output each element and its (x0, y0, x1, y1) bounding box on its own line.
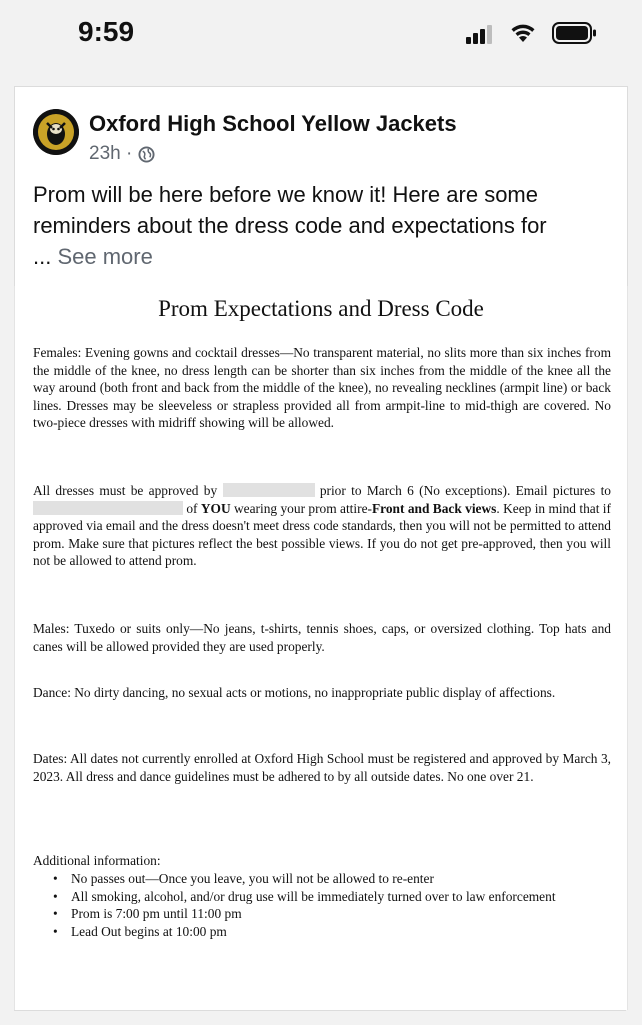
approval-text-7: . Keep in mind that if approved via email and the dress doesn't meet dress code standards, then you will not be permitted to attend prom. Make sure that pictures reflect the best possible views. If you do not get pre-approved, then you will not be allowed to attend prom. (33, 500, 611, 569)
dance-paragraph: Dance: No dirty dancing, no sexual acts or motions, no inappropriate public display of affections. (33, 685, 556, 700)
divider (14, 1010, 626, 1025)
approval-text-4: YOU (200, 500, 231, 516)
list-item: • All smoking, alcohol, and/or drug use will be immediately turned over to law enforcement (71, 888, 611, 906)
post-timestamp[interactable]: 23h · (89, 143, 133, 164)
approval-text-5: wearing your prom attire- (234, 500, 372, 516)
document-title: Prom Expectations and Dress Code (158, 296, 484, 321)
avatar[interactable] (33, 109, 79, 155)
post-meta (89, 143, 155, 165)
battery-icon (552, 22, 598, 44)
post-card (14, 86, 628, 287)
post-body: Prom will be here before we know it! Here are some reminders about the dress code and expectations for (33, 182, 547, 238)
post-text (33, 179, 613, 272)
signal-icon (466, 24, 494, 44)
yellow-jacket-logo-icon (33, 109, 79, 155)
status-bar (0, 0, 642, 70)
list-item: • Prom is 7:00 pm until 11:00 pm (71, 905, 611, 923)
redacted-block (33, 501, 183, 515)
list-item: • No passes out—Once you leave, you will not be allowed to re-enter (71, 870, 611, 888)
approval-text-6: Front and Back views (371, 500, 497, 516)
females-paragraph: Females: Evening gowns and cocktail dresses—No transparent material, no slits more than six inches from the middle of the knee, no dress length can be shorter than six inches from the middle of the knee all the way around (both front and back from the middle of the knee), no revealing necklines (armpit line) or back lines. Dresses may be sleeveless or strapless provided all from armpit-line to mid-thigh are covered. No two-piece dresses with midriff showing will be allowed. (33, 345, 611, 431)
see-more-link[interactable]: See more (57, 244, 153, 269)
approval-text-3: of (186, 500, 198, 516)
redacted-block (223, 483, 315, 497)
globe-icon (138, 146, 155, 163)
dates-paragraph: Dates: All dates not currently enrolled at Oxford High School must be registered and approved by March 3, 2023. All dress and dance guidelines must be adhered to by all outside dates. No one over 21. (33, 751, 611, 784)
list-item: • Lead Out begins at 10:00 pm (71, 923, 611, 941)
wifi-icon (508, 20, 538, 44)
approval-paragraph (33, 482, 611, 570)
additional-list (33, 870, 611, 940)
approval-text-2: prior to March 6 (No exceptions). Email pictures to (319, 483, 611, 498)
post-ellipsis: ... (33, 244, 52, 269)
status-time: 9:59 (78, 16, 135, 47)
approval-text-1: All dresses must be approved by (33, 483, 218, 498)
document-image[interactable] (14, 286, 628, 1010)
males-paragraph: Males: Tuxedo or suits only—No jeans, t-shirts, tennis shoes, caps, or oversized clothing. Top hats and canes will be allowed provided they are used properly. (33, 621, 611, 654)
additional-heading: Additional information: (33, 853, 161, 868)
page-name[interactable]: Oxford High School Yellow Jackets (89, 111, 457, 136)
